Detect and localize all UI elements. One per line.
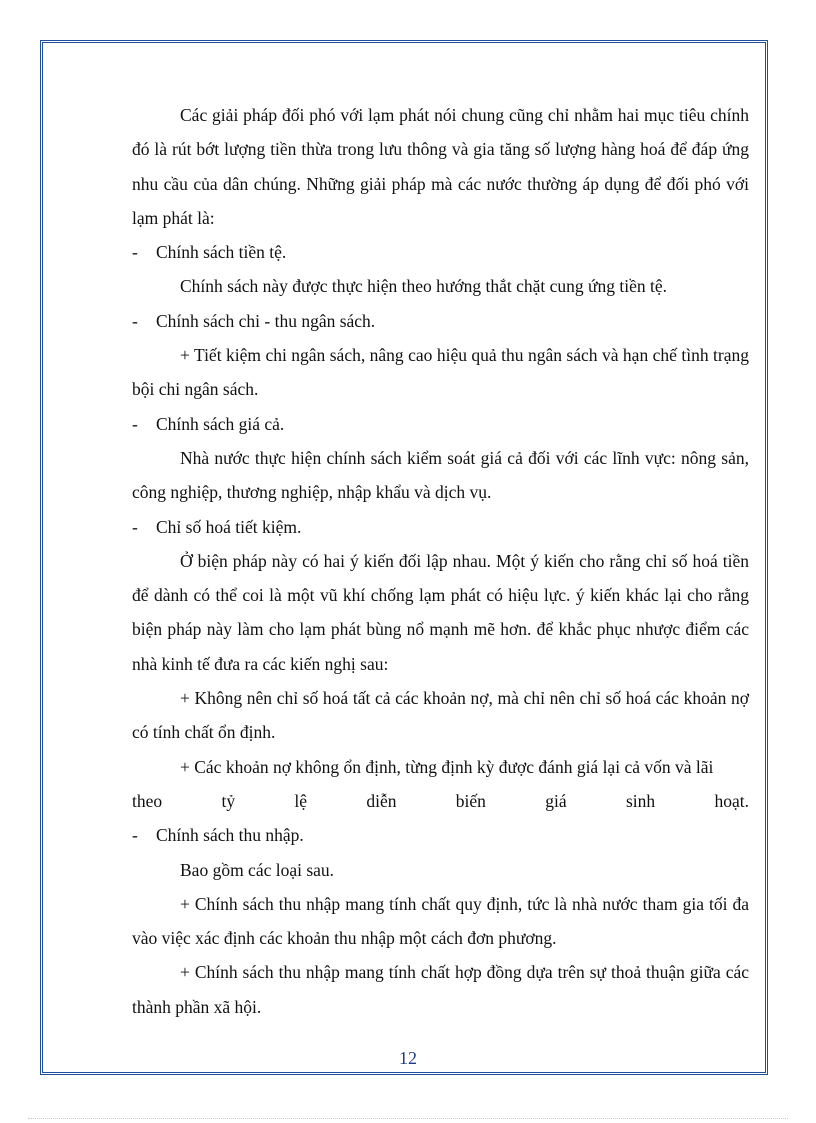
bullet-budget-policy — [132, 304, 749, 338]
monetary-heading: Chính sách tiền tệ. — [156, 242, 287, 263]
index-heading: Chỉ số hoá tiết kiệm. — [156, 516, 302, 537]
word: giá — [545, 790, 567, 811]
word: theo — [132, 790, 163, 811]
bullet-dash: - — [132, 310, 138, 331]
word: sinh — [625, 790, 656, 811]
bullet-dash: - — [132, 516, 138, 537]
budget-paragraph: + Tiết kiệm chi ngân sách, nâng cao hiệu quả thu ngân sách và hạn chế tình trạng bội chi ngân sách. — [132, 345, 749, 400]
word: lệ — [294, 790, 308, 811]
word: tỷ — [221, 790, 236, 811]
bullet-dash: - — [132, 825, 138, 846]
price-heading: Chính sách giá cả. — [156, 413, 285, 434]
index-point-1: + Không nên chỉ số hoá tất cả các khoản nợ, mà chỉ nên chỉ số hoá các khoản nợ có tính chất ổn định. — [132, 688, 749, 743]
bullet-dash: - — [132, 413, 138, 434]
index-point-2: + Các khoản nợ không ổn định, từng định kỳ được đánh giá lại cả vốn và lãi — [180, 756, 714, 777]
bullet-savings-indexation — [132, 510, 749, 544]
budget-heading: Chính sách chi - thu ngân sách. — [156, 310, 376, 331]
intro-paragraph: Các giải pháp đối phó với lạm phát nói chung cũng chỉ nhằm hai mục tiêu chính đó là rút bớt lượng tiền thừa trong lưu thông và gia tăng số lượng hàng hoá để đáp ứng nhu cầu của dân chúng. Những giải pháp mà các nước thường áp dụng để đối phó với lạm phát là: — [132, 105, 749, 228]
bullet-income-policy — [132, 818, 749, 852]
index-point-2-continuation — [132, 784, 749, 818]
monetary-paragraph: Chính sách này được thực hiện theo hướng thắt chặt cung ứng tiền tệ. — [180, 276, 668, 297]
bullet-monetary-policy — [132, 235, 749, 269]
page-number: 12 — [399, 1048, 417, 1068]
word: diễn — [366, 790, 397, 811]
income-intro: Bao gồm các loại sau. — [180, 859, 335, 880]
word: biến — [455, 790, 486, 811]
bullet-dash: - — [132, 242, 138, 263]
index-paragraph: Ở biện pháp này có hai ý kiến đối lập nhau. Một ý kiến cho rằng chỉ số hoá tiền để dành có thể coi là một vũ khí chống lạm phát có hiệu lực. ý kiến khác lại cho rằng biện pháp này làm cho lạm phát bùng nổ mạnh mẽ hơn. để khắc phục nhược điểm các nhà kinh tế đưa ra các kiến nghị sau: — [132, 550, 749, 674]
bullet-price-policy — [132, 407, 749, 441]
price-paragraph: Nhà nước thực hiện chính sách kiểm soát giá cả đối với các lĩnh vực: nông sản, công nghiệp, thương nghiệp, nhập khẩu và dịch vụ. — [132, 447, 749, 503]
word: hoạt. — [714, 790, 749, 811]
income-heading: Chính sách thu nhập. — [156, 825, 304, 846]
income-point-2: + Chính sách thu nhập mang tính chất hợp đồng dựa trên sự thoả thuận giữa các thành phần xã hội. — [132, 962, 749, 1017]
income-point-1: + Chính sách thu nhập mang tính chất quy định, tức là nhà nước tham gia tối đa vào việc xác định các khoản thu nhập một cách đơn phương. — [132, 893, 749, 949]
document-body — [132, 98, 749, 1024]
bottom-divider — [28, 1118, 788, 1119]
